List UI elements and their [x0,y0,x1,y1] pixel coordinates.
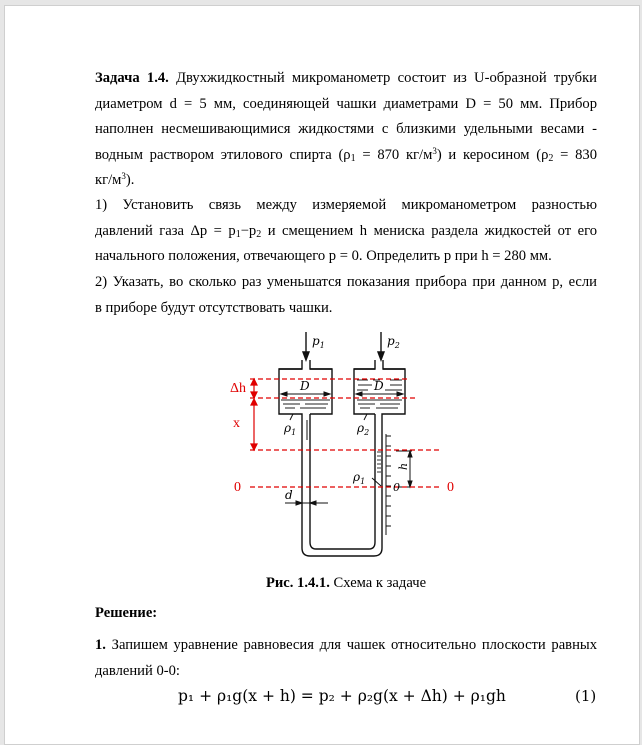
caption-label: Рис. 1.4.1. [265,575,330,591]
task-line-2: диаметром d = 5 мм, соединяющей чашки диаметрами D = 50 мм. Прибор [95,95,597,112]
step-1-line-2: давлений 0-0: [95,662,180,679]
zero-right-label: 0 [447,480,454,495]
rho1-tube-label: $\rho_1$ [353,470,366,486]
h-label: h [397,462,410,470]
task-line-5: $кг/м^3$). [95,171,135,188]
step-1-line-1: 1. Запишем уравнение равновесия для чашек относительно плоскости равных [95,637,597,653]
d-label: d [285,488,293,502]
question-2-line-2: в приборе будут отсутствовать чашки. [95,299,333,316]
solution-heading: Решение: [95,605,158,621]
figure-caption [95,575,597,592]
measurement-scale [307,420,391,535]
task-line-1: Задача 1.4. Двухжидкостный микроманометр состоит из U-образной трубки [95,70,597,86]
question-1-line-1: 1) Установить связь между измеряемой микроманометром разностью [95,197,597,213]
question-1-line-2: давлений газа $\Delta p = p_1-p_2$ и смещением h мениска раздела жидкостей от его [95,222,597,240]
D-right-label: D [374,379,384,393]
zero-left-label: 0 [234,480,241,495]
x-label: x [233,416,240,431]
task-line-4: водным раствором этилового спирта ($\rho_1 = 870$ $кг/м^3$) и керосином ($\rho_2 = 830$ [95,145,597,164]
p1-label: $p_1$ [312,334,325,350]
red-dimensions [251,379,257,450]
task-label: Задача 1.4. [95,70,169,86]
p2-label: $p_2$ [387,334,400,350]
delta-h-label: Δh [230,381,247,396]
liquid-in-tube [377,452,381,472]
solution-step-1 [95,633,597,684]
question-2-line-1: 2) Указать, во сколько раз уменьшатся показания прибора при данном p, если [95,274,597,290]
caption-text: Схема к задаче [329,575,427,591]
rho1-cup-label: $\rho_1$ [284,421,297,437]
rho2-cup-label: $\rho_2$ [357,421,370,437]
equation-1: p₁ + ρ₁g(x + h) = p₂ + ρ₂g(x + Δh) + ρ₁gh [178,687,506,705]
liquid-hatching-left [281,400,330,408]
question-1-line-3: начального положения, отвечающего p = 0. Определить p при h = 280 мм. [95,248,552,264]
equation-number: (1) [575,687,597,705]
task-line-3: наполнен несмешивающимися жидкостями с близкими удельными весами - [95,121,597,137]
D-left-label: D [300,379,310,393]
scale-zero-label: 0 [393,481,400,494]
